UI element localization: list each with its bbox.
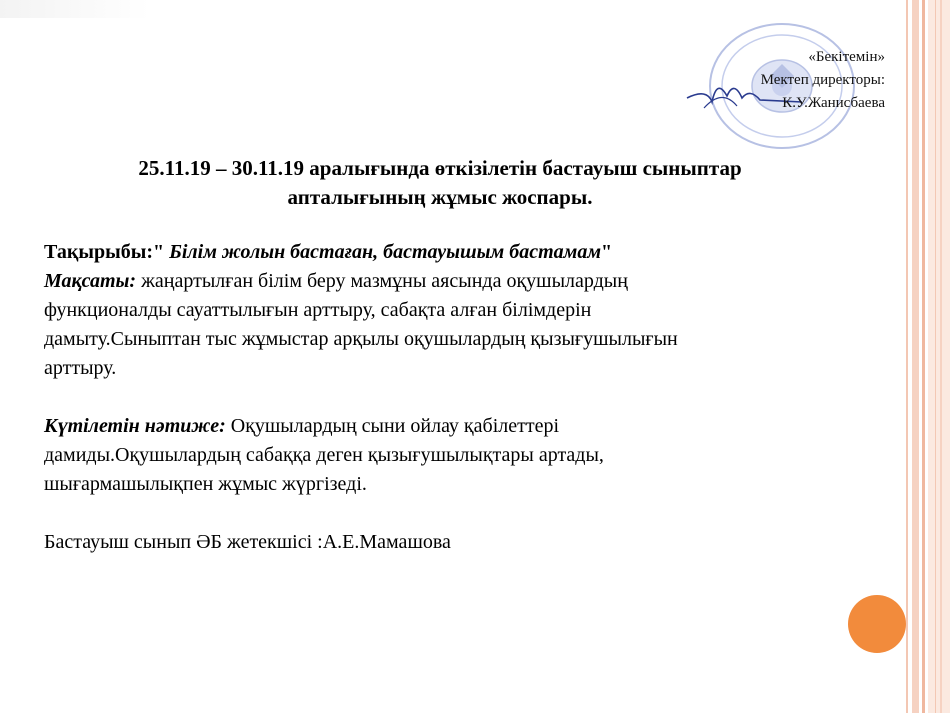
goal-line: арттыру. (44, 357, 117, 379)
side-stripe (912, 0, 919, 713)
result-text: Оқушылардың сыни ойлау қабілеттері (225, 415, 560, 437)
topic-open-quote: " (153, 241, 170, 263)
leader-line: Бастауыш сынып ӘБ жетекшісі :А.Е.Мамашова (44, 531, 451, 553)
side-stripe (940, 0, 942, 713)
goal-text: жаңартылған білім беру мазмұны аясында оқушылардың (136, 270, 628, 292)
approval-heading: «Бекітемін» (808, 49, 885, 65)
result-line: дамиды.Оқушылардың сабаққа деген қызығушылықтары артады, (44, 444, 604, 466)
result-label: Күтілетін нәтиже: (44, 415, 226, 437)
decorative-orange-circle (848, 595, 906, 653)
topic-value: Білім жолын бастаған, бастауышым бастамам (169, 241, 602, 263)
topic-close-quote: " (601, 241, 613, 263)
document-title (40, 154, 840, 212)
goal-line: дамыту.Сыныптан тыс жұмыстар арқылы оқушылардың қызығушылығын (44, 328, 678, 350)
side-stripe (928, 0, 950, 713)
approval-name: К.У.Жанисбаева (782, 95, 885, 111)
title-line: апталығының жұмыс жоспары. (287, 185, 593, 209)
approval-block (730, 46, 885, 115)
corner-decoration (0, 0, 150, 18)
side-stripe (935, 0, 936, 713)
document-body (44, 238, 844, 557)
title-line: 25.11.19 – 30.11.19 аралығында өткізілетін бастауыш сыныптар (138, 156, 742, 180)
result-line: шығармашылықпен жұмыс жүргізеді. (44, 473, 367, 495)
topic-label: Тақырыбы: (44, 241, 153, 263)
approval-position: Мектеп директоры: (760, 72, 885, 88)
result-line (44, 412, 844, 441)
side-stripe (906, 0, 908, 713)
goal-label: Мақсаты: (44, 270, 137, 292)
side-stripe (922, 0, 925, 713)
goal-line: функционалды сауаттылығын арттыру, сабақта алған білімдерін (44, 299, 592, 321)
topic-line (44, 238, 844, 267)
goal-line (44, 267, 844, 296)
